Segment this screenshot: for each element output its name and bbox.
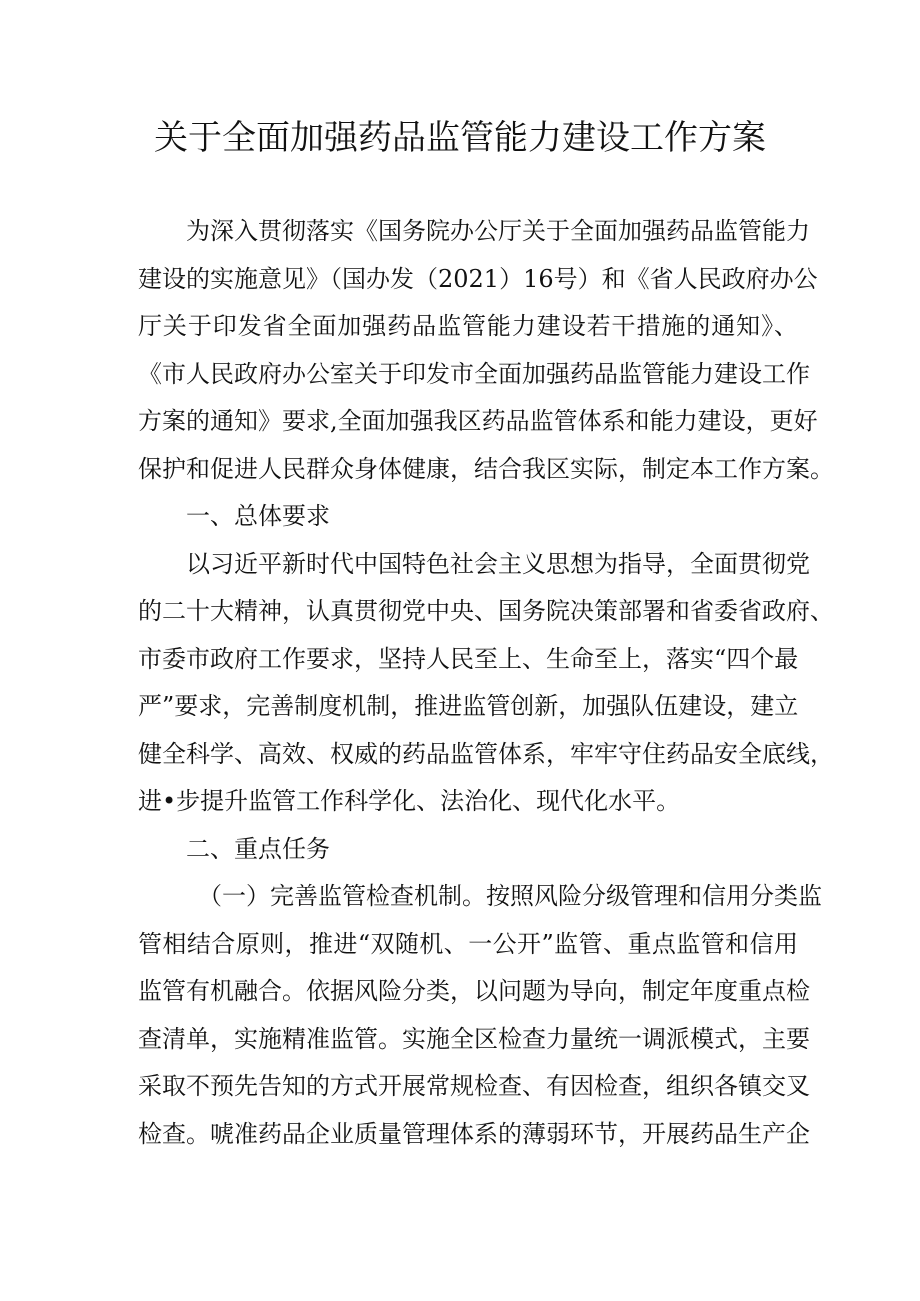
document-body bbox=[138, 208, 834, 1158]
paragraph-line: 建设的实施意见》（国办发（2021）16号）和《省人民政府办公 bbox=[138, 264, 818, 293]
paragraph-line: 查清单，实施精准监管。实施全区检查力量统一调派模式，主要 bbox=[138, 1024, 810, 1053]
paragraph-line: 厅关于印发省全面加强药品监管能力建设若干措施的通知》、 bbox=[138, 312, 798, 340]
paragraph-line: 进•步提升监管工作科学化、法治化、现代化水平。 bbox=[138, 787, 681, 815]
paragraph-line: 采取不预先告知的方式开展常规检查、有因检查，组织各镇交叉 bbox=[138, 1072, 810, 1100]
document-title: 关于全面加强药品监管能力建设工作方案 bbox=[154, 118, 766, 158]
paragraph-line: 以习近平新时代中国特色社会主义思想为指导，全面贯彻党 bbox=[186, 549, 810, 578]
paragraph-line: 监管有机融合。依据风险分类，以问题为导向，制定年度重点检 bbox=[138, 977, 810, 1005]
paragraph-line: 《市人民政府办公室关于印发市全面加强药品监管能力建设工作 bbox=[138, 359, 810, 388]
paragraph-line: 的二十大精神，认真贯彻党中央、国务院决策部署和省委省政府、 bbox=[138, 597, 834, 625]
paragraph-line: 保护和促进人民群众身体健康，结合我区实际，制定本工作方案。 bbox=[138, 454, 834, 483]
paragraph-line: （一）完善监管检查机制。按照风险分级管理和信用分类监 bbox=[198, 882, 822, 910]
section-heading: 二、重点任务 bbox=[186, 834, 330, 863]
paragraph-line: 健全科学、高效、权威的药品监管体系，牢牢守住药品安全底线， bbox=[138, 739, 834, 768]
paragraph-line: 严”要求，完善制度机制，推进监管创新，加强队伍建设，建立 bbox=[138, 692, 799, 720]
section-heading: 一、总体要求 bbox=[186, 502, 330, 530]
paragraph-line: 方案的通知》要求,全面加强我区药品监管体系和能力建设，更好 bbox=[138, 407, 818, 435]
paragraph-line: 管相结合原则，推进“双随机、一公开”监管、重点监管和信用 bbox=[138, 929, 798, 958]
paragraph-line: 检查。唬准药品企业质量管理体系的薄弱环节，开展药品生产企 bbox=[138, 1119, 810, 1148]
paragraph-line: 为深入贯彻落实《国务院办公厅关于全面加强药品监管能力 bbox=[186, 217, 810, 245]
paragraph-line: 市委市政府工作要求，坚持人民至上、生命至上，落实“四个最 bbox=[138, 644, 799, 673]
